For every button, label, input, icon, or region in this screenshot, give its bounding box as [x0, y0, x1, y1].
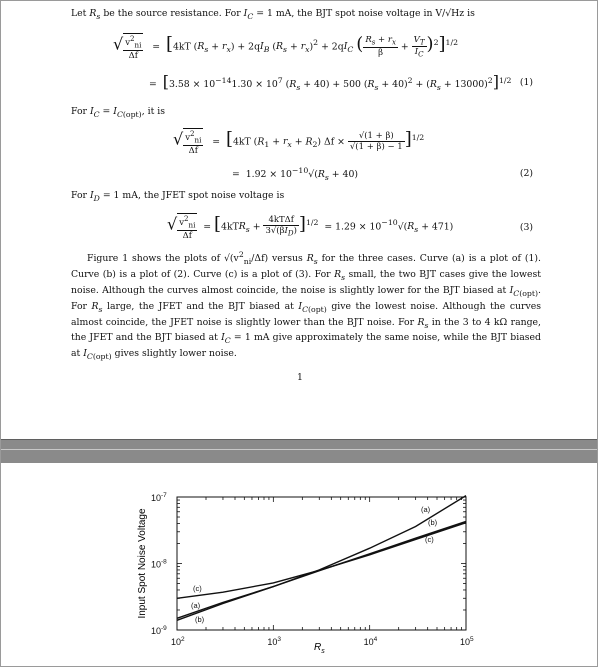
series-line-b [177, 521, 466, 620]
plot-frame [177, 497, 466, 630]
curve-label: (b) [428, 518, 438, 527]
plot-area [177, 496, 466, 630]
page-2 [1, 463, 597, 667]
y-axis-label: Input Spot Noise Voltage [137, 508, 148, 619]
x-tick-labels [171, 636, 474, 647]
equation-3: √ $\frac{v^2_{ni}}{\Delta f}$ = [4kTR$_s$ + $\frac{\text{4kTΔf}}{3√(\beta I_D)}$ ]$^{1/2} = 1.29 \times 10^{-10}√(R_s + 471)$ [167, 213, 454, 241]
x-tick-label: $10^3$ [267, 636, 281, 647]
curve-label: (a) [421, 505, 431, 514]
series-line-c [177, 523, 466, 599]
intro-text: Let $R_s$ be the source resistance. For $I_C = 1$ mA, the BJT spot noise voltage in V/√Hz is [71, 8, 475, 21]
page-1 [1, 1, 597, 439]
opt-intro-text: For $I_C = I_{C(opt)}$, it is [71, 106, 166, 119]
equation-1-line-1: √ $\frac{v^2_{ni}}{\Delta f}$ = [4kT $(R_s + r_x) + 2qI_B$ $(R_s + r_x)^2 + 2qI_C$ ( $\frac{R_s + r_x}{\beta}$ + $\frac{V_T}{I_C}$ )$^2$]$^{1/2}$ [113, 33, 459, 61]
x-tick-label: $10^5$ [460, 636, 474, 647]
curve-label: (a) [191, 601, 201, 610]
x-axis-label: $R_s$ [314, 642, 325, 655]
curve-label: (c) [425, 535, 434, 544]
figure-description-paragraph: Figure 1 shows the plots of $√(v^2_{ni}/\Delta f)$ versus $R_s$ for the three cases. Curve (a) is a plot of (1). Curve (b) is a plot of (2). Curve (c) is a plot of (3). For $R_s$ small, the two BJT cases give the lowest noise. Although the curves almost coincide, the noise is slightly lower for the BJT biased at $I_{C(opt)}$. For $R_s$ large, the JFET and the BJT biased at $I_{C(opt)}$ give the lowest noise. Although the curves almost coincide, the JFET noise is slightly lower than the BJT noise. For $R_s$ in the 3 to 4 kΩ range, the JFET and the BJT biased at $I_C = 1$ mA give approximately the same noise, while the BJT biased at $I_{C(opt)}$ gives slightly lower noise. [71, 250, 542, 362]
x-tick-label: $10^4$ [363, 636, 378, 647]
y-tick-label: $10^{-7}$ [151, 492, 167, 503]
noise-chart [1, 463, 597, 667]
x-tick-label: $10^2$ [171, 636, 185, 647]
equation-1-number: (1) [519, 77, 533, 88]
jfet-intro-text: For $I_D = 1$ mA, the JFET spot noise voltage is [71, 190, 285, 203]
equation-2-line-2: = $1.92 \times 10^{-10}√(R_s + 40)$ [232, 166, 359, 182]
y-tick-labels [151, 492, 167, 636]
equation-2-number: (2) [519, 168, 533, 179]
series-line-a [177, 496, 466, 619]
curve-label: (b) [195, 615, 205, 624]
curve-label: (c) [193, 584, 202, 593]
equation-1-line-2: = [$3.58 \times 10^{-14}1.30 \times 10^7$ $(R_s + 40) + 500$ $(R_s + 40)^2 + (R_s + 13000)^2]^{1/2}$ [149, 72, 512, 92]
equation-3-number: (3) [519, 222, 533, 233]
y-tick-label: $10^{-8}$ [151, 558, 167, 570]
y-tick-label: $10^{-9}$ [151, 625, 167, 636]
page-separator [1, 439, 597, 465]
page-number: 1 [297, 372, 303, 383]
equation-2-line-1: √ $\frac{v^2_{ni}}{\Delta f}$ = [4kT $(R_1 + r_x + R_2) \Delta f$ × $\frac{√(1 + \beta)}{√(1 + \beta) - 1}$ ]$^{1/2}$ [173, 128, 425, 156]
